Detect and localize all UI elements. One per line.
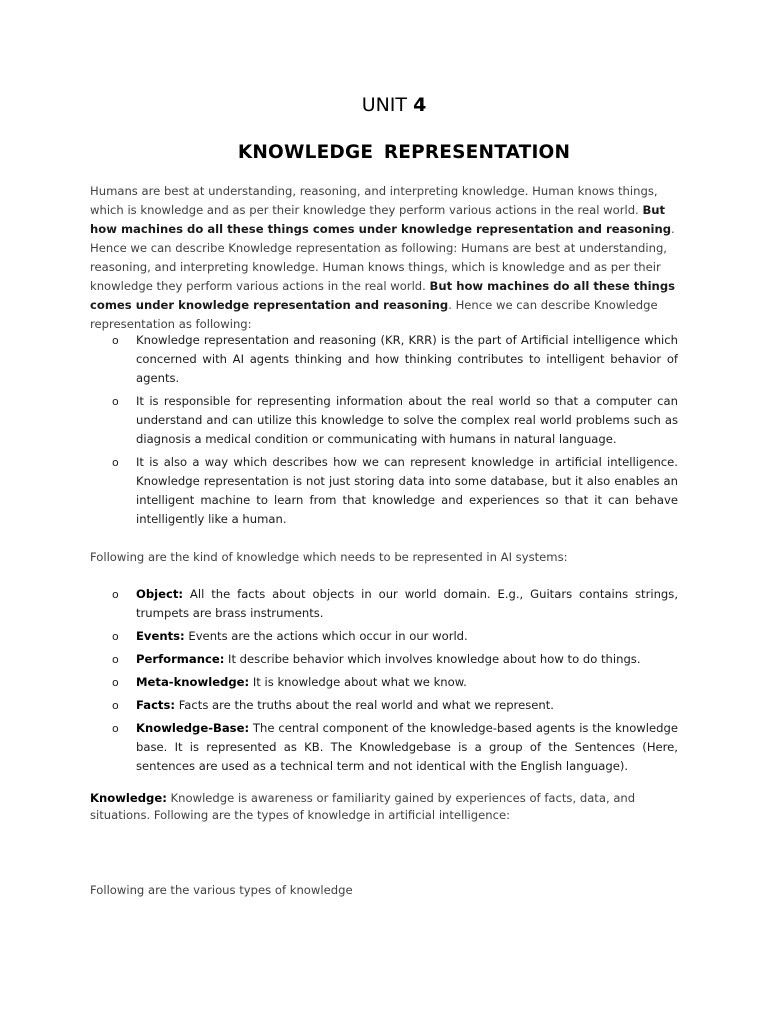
list-item-text: It is also a way which describes how we can represent knowledge in artificial intelligence. Knowledge representation is not just storing data into some database, but it also enables an intelligent machine to learn from that knowledge and experiences so that it can behave intelligently like a human.: [136, 455, 678, 526]
list-item: [90, 585, 678, 623]
list-item-desc: It describe behavior which involves knowledge about how to do things.: [224, 652, 641, 666]
kr-description-list: [90, 331, 678, 533]
list-item: [90, 453, 678, 529]
bullet-marker: o: [112, 456, 119, 469]
list-item-term: Events:: [136, 629, 185, 643]
bullet-marker: o: [112, 653, 119, 666]
bullet-marker: o: [112, 395, 119, 408]
knowledge-desc: Knowledge is awareness or familiarity gained by experiences of facts, data, and situations. Following are the types of knowledge in artificial intelligence:: [90, 791, 636, 822]
list-item-text: Knowledge representation and reasoning (KR, KRR) is the part of Artificial intelligence which concerned with AI agents thinking and how thinking contributes to intelligent behavior of agents.: [136, 333, 678, 385]
bullet-marker: o: [112, 676, 119, 689]
page-title: KNOWLEDGE REPRESENTATION: [237, 142, 571, 163]
unit-number: 4: [413, 94, 427, 116]
list-item-desc: Events are the actions which occur in our world.: [184, 629, 468, 643]
list-item: [90, 331, 678, 388]
bullet-marker: o: [112, 630, 119, 643]
list-item-text: It is responsible for representing information about the real world so that a computer can understand and can utilize this knowledge to solve the complex real world problems such as diagnosis a medical condition or communicating with humans in natural language.: [136, 394, 678, 446]
bullet-marker: o: [112, 334, 119, 347]
various-types-paragraph: Following are the various types of knowledge: [90, 883, 353, 897]
list-item-desc: Facts are the truths about the real world and what we represent.: [175, 698, 554, 712]
list-item-term: Performance:: [136, 652, 225, 666]
knowledge-kinds-list: [90, 585, 678, 780]
knowledge-term: Knowledge:: [90, 791, 167, 805]
list-item-desc: All the facts about objects in our world domain. E.g., Guitars contains strings, trumpets are brass instruments.: [136, 587, 678, 620]
list-item-term: Object:: [136, 587, 184, 601]
list-item: [90, 673, 678, 692]
list-item: [90, 719, 678, 776]
following-paragraph: Following are the kind of knowledge which needs to be represented in AI systems:: [90, 550, 568, 564]
intro-text-1: Humans are best at understanding, reasoning, and interpreting knowledge. Human knows things, which is knowledge and as per their knowledge they perform various actions in the real world.: [90, 184, 658, 217]
intro-bold-2: But how machines do all these things comes under knowledge representation and reasoning: [90, 279, 676, 312]
intro-bold-1: But how machines do all these things comes under knowledge representation and reasoning: [90, 203, 672, 236]
bullet-marker: o: [112, 722, 119, 735]
unit-heading: [0, 94, 768, 116]
intro-text-2: . Hence we can describe Knowledge representation as following: Humans are best at understanding, reasoning, and interpreting knowledge. Human knows things, which is knowledge and as per their knowledge they perform various actions in the real world.: [90, 222, 675, 293]
knowledge-paragraph: [90, 790, 678, 824]
list-item: [90, 650, 678, 669]
list-item-term: Knowledge-Base:: [136, 721, 250, 735]
intro-text-3: . Hence we can describe Knowledge representation as following:: [90, 298, 658, 331]
list-item-desc: It is knowledge about what we know.: [249, 675, 467, 689]
list-item-term: Meta-knowledge:: [136, 675, 250, 689]
bullet-marker: o: [112, 699, 119, 712]
list-item: [90, 696, 678, 715]
bullet-marker: o: [112, 588, 119, 601]
list-item: [90, 627, 678, 646]
list-item-desc: The central component of the knowledge-based agents is the knowledge base. It is represented as KB. The Knowledgebase is a group of the Sentences (Here, sentences are used as a technical term and not identical with the English language).: [136, 721, 678, 773]
list-item-term: Facts:: [136, 698, 176, 712]
intro-paragraph: [90, 182, 678, 334]
unit-prefix: UNIT: [361, 94, 414, 116]
list-item: [90, 392, 678, 449]
